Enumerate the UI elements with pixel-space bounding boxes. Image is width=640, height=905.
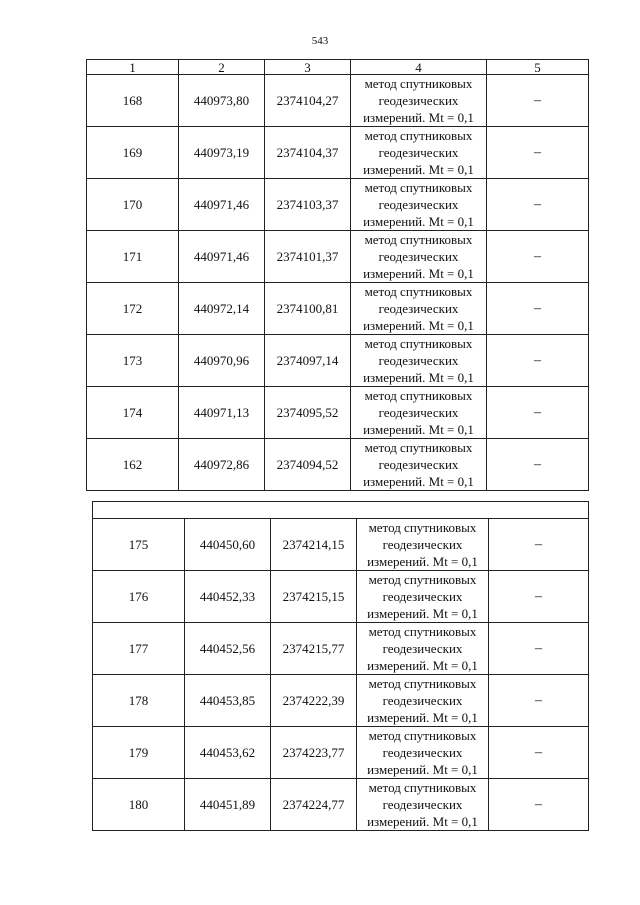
- method-cell: [351, 75, 487, 127]
- method-cell: [351, 439, 487, 491]
- method-line: геодезических: [382, 537, 463, 552]
- method-line: измерений. Mt = 0,1: [363, 422, 474, 437]
- y-coordinate-cell: 2374095,52: [265, 387, 351, 439]
- method-line: измерений. Mt = 0,1: [367, 554, 478, 569]
- method-line: метод спутниковых: [368, 624, 477, 639]
- method-line: геодезических: [378, 457, 459, 472]
- method-line: измерений. Mt = 0,1: [363, 162, 474, 177]
- note-cell: –: [487, 335, 589, 387]
- page-number: 543: [311, 35, 329, 47]
- point-number-cell: 173: [87, 335, 179, 387]
- x-coordinate-cell: 440451,89: [185, 779, 271, 831]
- y-coordinate-cell: 2374104,37: [265, 127, 351, 179]
- x-coordinate-cell: 440972,86: [179, 439, 265, 491]
- method-line: геодезических: [378, 405, 459, 420]
- method-line: геодезических: [378, 301, 459, 316]
- method-cell: [351, 127, 487, 179]
- table-row: [93, 675, 589, 727]
- method-line: метод спутниковых: [364, 232, 473, 247]
- method-cell: [357, 675, 489, 727]
- method-line: геодезических: [382, 797, 463, 812]
- separator-cell: [93, 502, 589, 519]
- note-cell: –: [487, 179, 589, 231]
- point-number-cell: 178: [93, 675, 185, 727]
- point-number-cell: 168: [87, 75, 179, 127]
- x-coordinate-cell: 440453,85: [185, 675, 271, 727]
- x-coordinate-cell: 440972,14: [179, 283, 265, 335]
- table-header-row: [87, 60, 589, 75]
- y-coordinate-cell: 2374222,39: [271, 675, 357, 727]
- point-number-cell: 172: [87, 283, 179, 335]
- method-line: измерений. Mt = 0,1: [367, 658, 478, 673]
- point-number-cell: 179: [93, 727, 185, 779]
- method-line: измерений. Mt = 0,1: [363, 474, 474, 489]
- method-line: метод спутниковых: [368, 780, 477, 795]
- note-cell: –: [487, 283, 589, 335]
- method-line: метод спутниковых: [368, 520, 477, 535]
- method-line: измерений. Mt = 0,1: [363, 266, 474, 281]
- table-row: [87, 75, 589, 127]
- table-row: [93, 779, 589, 831]
- note-cell: –: [489, 623, 589, 675]
- column-header: 2: [179, 60, 265, 75]
- y-coordinate-cell: 2374097,14: [265, 335, 351, 387]
- method-line: геодезических: [382, 641, 463, 656]
- method-line: геодезических: [378, 197, 459, 212]
- method-cell: [357, 779, 489, 831]
- note-cell: –: [487, 387, 589, 439]
- method-line: геодезических: [378, 353, 459, 368]
- method-line: измерений. Mt = 0,1: [363, 318, 474, 333]
- method-line: геодезических: [382, 693, 463, 708]
- column-header: 4: [351, 60, 487, 75]
- separator-row: [93, 502, 589, 519]
- column-header: 3: [265, 60, 351, 75]
- method-line: измерений. Mt = 0,1: [367, 710, 478, 725]
- table-row: [87, 127, 589, 179]
- note-cell: –: [487, 439, 589, 491]
- method-line: измерений. Mt = 0,1: [367, 814, 478, 829]
- table-row: [87, 387, 589, 439]
- method-line: геодезических: [378, 93, 459, 108]
- table-row: [87, 439, 589, 491]
- y-coordinate-cell: 2374214,15: [271, 519, 357, 571]
- x-coordinate-cell: 440971,46: [179, 231, 265, 283]
- table-row: [93, 571, 589, 623]
- y-coordinate-cell: 2374224,77: [271, 779, 357, 831]
- table-row: [87, 179, 589, 231]
- method-line: измерений. Mt = 0,1: [367, 606, 478, 621]
- method-line: геодезических: [382, 589, 463, 604]
- method-line: геодезических: [378, 145, 459, 160]
- point-number-cell: 176: [93, 571, 185, 623]
- method-cell: [357, 571, 489, 623]
- table-row: [93, 727, 589, 779]
- note-cell: –: [489, 727, 589, 779]
- x-coordinate-cell: 440452,56: [185, 623, 271, 675]
- note-cell: –: [489, 571, 589, 623]
- method-line: метод спутниковых: [364, 180, 473, 195]
- method-cell: [357, 623, 489, 675]
- method-line: геодезических: [382, 745, 463, 760]
- method-cell: [351, 231, 487, 283]
- method-line: метод спутниковых: [364, 388, 473, 403]
- method-cell: [357, 519, 489, 571]
- method-line: геодезических: [378, 249, 459, 264]
- table-row: [93, 623, 589, 675]
- point-number-cell: 162: [87, 439, 179, 491]
- x-coordinate-cell: 440970,96: [179, 335, 265, 387]
- coordinates-table-bottom: [92, 501, 589, 831]
- column-header: 1: [87, 60, 179, 75]
- point-number-cell: 175: [93, 519, 185, 571]
- note-cell: –: [487, 231, 589, 283]
- method-cell: [351, 179, 487, 231]
- y-coordinate-cell: 2374215,15: [271, 571, 357, 623]
- note-cell: –: [489, 519, 589, 571]
- point-number-cell: 171: [87, 231, 179, 283]
- column-header: 5: [487, 60, 589, 75]
- y-coordinate-cell: 2374100,81: [265, 283, 351, 335]
- x-coordinate-cell: 440450,60: [185, 519, 271, 571]
- table-row: [87, 231, 589, 283]
- note-cell: –: [489, 779, 589, 831]
- x-coordinate-cell: 440452,33: [185, 571, 271, 623]
- x-coordinate-cell: 440973,19: [179, 127, 265, 179]
- method-line: измерений. Mt = 0,1: [367, 762, 478, 777]
- method-line: метод спутниковых: [364, 336, 473, 351]
- x-coordinate-cell: 440971,13: [179, 387, 265, 439]
- point-number-cell: 169: [87, 127, 179, 179]
- point-number-cell: 174: [87, 387, 179, 439]
- method-line: измерений. Mt = 0,1: [363, 214, 474, 229]
- method-line: метод спутниковых: [364, 284, 473, 299]
- y-coordinate-cell: 2374103,37: [265, 179, 351, 231]
- y-coordinate-cell: 2374104,27: [265, 75, 351, 127]
- note-cell: –: [489, 675, 589, 727]
- table-row: [87, 283, 589, 335]
- table-row: [87, 335, 589, 387]
- point-number-cell: 180: [93, 779, 185, 831]
- coordinates-table-top: [86, 59, 589, 491]
- method-line: метод спутниковых: [368, 728, 477, 743]
- method-cell: [351, 283, 487, 335]
- method-line: измерений. Mt = 0,1: [363, 110, 474, 125]
- x-coordinate-cell: 440453,62: [185, 727, 271, 779]
- method-line: измерений. Mt = 0,1: [363, 370, 474, 385]
- x-coordinate-cell: 440973,80: [179, 75, 265, 127]
- method-line: метод спутниковых: [368, 676, 477, 691]
- method-cell: [351, 387, 487, 439]
- method-line: метод спутниковых: [368, 572, 477, 587]
- point-number-cell: 177: [93, 623, 185, 675]
- method-line: метод спутниковых: [364, 76, 473, 91]
- note-cell: –: [487, 127, 589, 179]
- y-coordinate-cell: 2374094,52: [265, 439, 351, 491]
- point-number-cell: 170: [87, 179, 179, 231]
- note-cell: –: [487, 75, 589, 127]
- method-cell: [351, 335, 487, 387]
- y-coordinate-cell: 2374223,77: [271, 727, 357, 779]
- method-cell: [357, 727, 489, 779]
- method-line: метод спутниковых: [364, 128, 473, 143]
- table-row: [93, 519, 589, 571]
- y-coordinate-cell: 2374215,77: [271, 623, 357, 675]
- x-coordinate-cell: 440971,46: [179, 179, 265, 231]
- y-coordinate-cell: 2374101,37: [265, 231, 351, 283]
- method-line: метод спутниковых: [364, 440, 473, 455]
